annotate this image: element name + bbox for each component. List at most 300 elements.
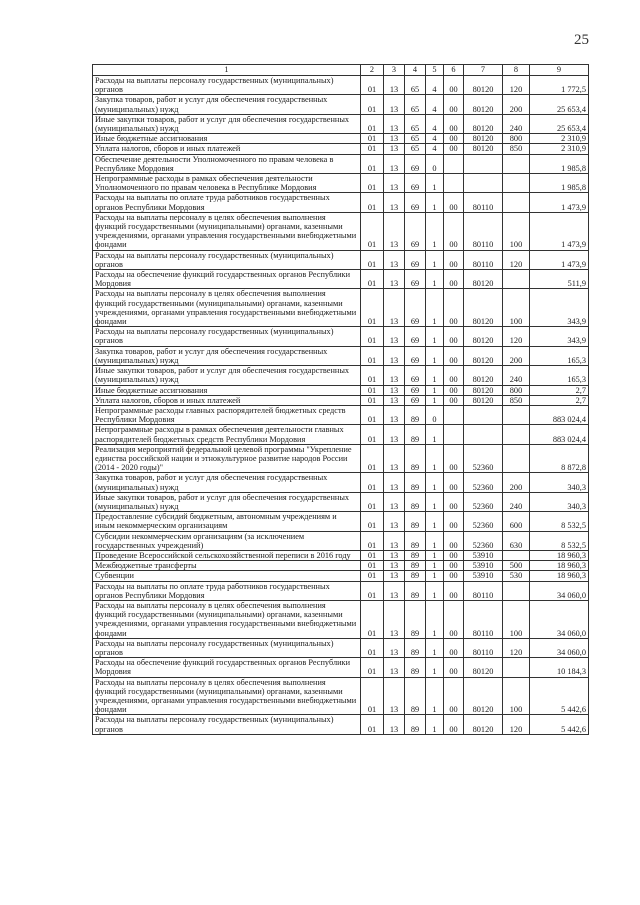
program-code-cell: 89 (405, 425, 426, 444)
expense-name-cell: Расходы на выплаты персоналу в целях обеспечения выполнения функций государственными (муниципальными) органами, казенными учреждениями, органами управления государственными внебюджетными фондами (93, 600, 361, 638)
amount-cell: 10 184,3 (530, 658, 589, 677)
subsection-code-cell: 13 (384, 174, 405, 193)
subsection-code-cell: 13 (384, 346, 405, 365)
subprogram-code-cell: 1 (426, 581, 444, 600)
table-header-row (93, 65, 589, 76)
target-item-cell: 80120 (464, 95, 503, 114)
expense-name-cell: Расходы на выплаты персоналу в целях обеспечения выполнения функций государственными (муниципальными) органами, казенными учреждениями, органами управления государственными внебюджетными фондами (93, 677, 361, 715)
expense-type-cell: 500 (503, 561, 530, 571)
target-item-cell: 80110 (464, 250, 503, 269)
subsection-code-cell: 13 (384, 561, 405, 571)
amount-cell: 34 060,0 (530, 638, 589, 657)
direction-code-cell (444, 174, 464, 193)
section-code-cell: 01 (361, 638, 384, 657)
target-item-cell: 80120 (464, 114, 503, 133)
expense-name-cell: Иные закупки товаров, работ и услуг для обеспечения государственных (муниципальных) нужд (93, 492, 361, 511)
expense-name-cell: Непрограммные расходы в рамках обеспечения деятельности главных распорядителей бюджетных средств Республики Мордовия (93, 425, 361, 444)
program-code-cell: 69 (405, 270, 426, 289)
direction-code-cell: 00 (444, 346, 464, 365)
program-code-cell: 65 (405, 114, 426, 133)
expense-type-cell: 850 (503, 144, 530, 154)
subprogram-code-cell: 1 (426, 715, 444, 734)
section-code-cell: 01 (361, 571, 384, 581)
program-code-cell: 89 (405, 512, 426, 531)
expense-name-cell: Закупка товаров, работ и услуг для обеспечения государственных (муниципальных) нужд (93, 473, 361, 492)
header-cell: 5 (426, 65, 444, 76)
table-row (93, 531, 589, 550)
subprogram-code-cell: 0 (426, 405, 444, 424)
direction-code-cell: 00 (444, 395, 464, 405)
subprogram-code-cell: 1 (426, 444, 444, 473)
subprogram-code-cell: 1 (426, 658, 444, 677)
program-code-cell: 89 (405, 444, 426, 473)
table-row (93, 600, 589, 638)
subsection-code-cell: 13 (384, 134, 405, 144)
program-code-cell: 69 (405, 174, 426, 193)
expense-type-cell: 200 (503, 346, 530, 365)
expense-type-cell: 240 (503, 114, 530, 133)
target-item-cell: 80110 (464, 212, 503, 250)
section-code-cell: 01 (361, 144, 384, 154)
section-code-cell: 01 (361, 715, 384, 734)
expense-name-cell: Расходы на выплаты персоналу государственных (муниципальных) органов (93, 638, 361, 657)
direction-code-cell: 00 (444, 561, 464, 571)
program-code-cell: 69 (405, 327, 426, 346)
subsection-code-cell: 13 (384, 95, 405, 114)
header-cell: 9 (530, 65, 589, 76)
section-code-cell: 01 (361, 600, 384, 638)
target-item-cell: 80110 (464, 600, 503, 638)
section-code-cell: 01 (361, 134, 384, 144)
target-item-cell: 80120 (464, 289, 503, 327)
subsection-code-cell: 13 (384, 425, 405, 444)
section-code-cell: 01 (361, 212, 384, 250)
subsection-code-cell: 13 (384, 327, 405, 346)
section-code-cell: 01 (361, 512, 384, 531)
expense-name-cell: Обеспечение деятельности Уполномоченного по правам человека в Республике Мордовия (93, 154, 361, 173)
expense-type-cell: 120 (503, 715, 530, 734)
section-code-cell: 01 (361, 581, 384, 600)
expense-name-cell: Расходы на обеспечение функций государственных органов Республики Мордовия (93, 658, 361, 677)
table-row (93, 270, 589, 289)
direction-code-cell: 00 (444, 512, 464, 531)
target-item-cell: 80120 (464, 270, 503, 289)
header-cell: 3 (384, 65, 405, 76)
direction-code-cell: 00 (444, 385, 464, 395)
subprogram-code-cell: 1 (426, 193, 444, 212)
program-code-cell: 69 (405, 250, 426, 269)
expense-type-cell: 800 (503, 134, 530, 144)
table-row (93, 581, 589, 600)
section-code-cell: 01 (361, 550, 384, 560)
amount-cell: 883 024,4 (530, 405, 589, 424)
header-cell: 7 (464, 65, 503, 76)
expense-type-cell: 100 (503, 600, 530, 638)
expense-name-cell: Уплата налогов, сборов и иных платежей (93, 395, 361, 405)
table-row (93, 561, 589, 571)
target-item-cell: 52360 (464, 531, 503, 550)
subsection-code-cell: 13 (384, 395, 405, 405)
program-code-cell: 89 (405, 658, 426, 677)
subsection-code-cell: 13 (384, 658, 405, 677)
subprogram-code-cell: 1 (426, 531, 444, 550)
subsection-code-cell: 13 (384, 193, 405, 212)
expense-name-cell: Иные закупки товаров, работ и услуг для обеспечения государственных (муниципальных) нужд (93, 114, 361, 133)
target-item-cell: 80110 (464, 581, 503, 600)
subprogram-code-cell: 1 (426, 550, 444, 560)
amount-cell: 8 532,5 (530, 531, 589, 550)
direction-code-cell: 00 (444, 95, 464, 114)
section-code-cell: 01 (361, 114, 384, 133)
expense-name-cell: Субсидии некоммерческим организациям (за исключением государственных учреждений) (93, 531, 361, 550)
section-code-cell: 01 (361, 492, 384, 511)
program-code-cell: 89 (405, 561, 426, 571)
direction-code-cell: 00 (444, 638, 464, 657)
table-row (93, 677, 589, 715)
target-item-cell: 80120 (464, 144, 503, 154)
program-code-cell: 65 (405, 144, 426, 154)
direction-code-cell: 00 (444, 134, 464, 144)
subsection-code-cell: 13 (384, 385, 405, 395)
subsection-code-cell: 13 (384, 677, 405, 715)
amount-cell: 1 772,5 (530, 76, 589, 95)
direction-code-cell: 00 (444, 550, 464, 560)
expense-name-cell: Расходы на выплаты по оплате труда работников государственных органов Республики Мордовия (93, 193, 361, 212)
expense-type-cell: 240 (503, 492, 530, 511)
table-row (93, 144, 589, 154)
expense-name-cell: Межбюджетные трансферты (93, 561, 361, 571)
expense-name-cell: Иные бюджетные ассигнования (93, 134, 361, 144)
expense-type-cell (503, 444, 530, 473)
subprogram-code-cell: 1 (426, 385, 444, 395)
table-row (93, 715, 589, 734)
subprogram-code-cell: 1 (426, 174, 444, 193)
expense-name-cell: Закупка товаров, работ и услуг для обеспечения государственных (муниципальных) нужд (93, 346, 361, 365)
header-cell: 8 (503, 65, 530, 76)
subprogram-code-cell: 1 (426, 289, 444, 327)
section-code-cell: 01 (361, 405, 384, 424)
amount-cell: 18 960,3 (530, 550, 589, 560)
direction-code-cell: 00 (444, 212, 464, 250)
amount-cell: 165,3 (530, 366, 589, 385)
direction-code-cell: 00 (444, 677, 464, 715)
table-row (93, 512, 589, 531)
header-cell: 2 (361, 65, 384, 76)
program-code-cell: 89 (405, 550, 426, 560)
target-item-cell: 52360 (464, 492, 503, 511)
expense-name-cell: Расходы на выплаты персоналу в целях обеспечения выполнения функций государственными (муниципальными) органами, казенными учреждениями, органами управления государственными внебюджетными фондами (93, 289, 361, 327)
amount-cell: 1 473,9 (530, 193, 589, 212)
target-item-cell: 53910 (464, 571, 503, 581)
program-code-cell: 89 (405, 581, 426, 600)
subsection-code-cell: 13 (384, 715, 405, 734)
section-code-cell: 01 (361, 174, 384, 193)
target-item-cell: 80120 (464, 395, 503, 405)
expense-name-cell: Расходы на выплаты персоналу государственных (муниципальных) органов (93, 715, 361, 734)
section-code-cell: 01 (361, 193, 384, 212)
subsection-code-cell: 13 (384, 638, 405, 657)
expense-type-cell (503, 174, 530, 193)
program-code-cell: 89 (405, 473, 426, 492)
table-row (93, 114, 589, 133)
expense-type-cell: 100 (503, 212, 530, 250)
subprogram-code-cell: 1 (426, 212, 444, 250)
amount-cell: 18 960,3 (530, 571, 589, 581)
program-code-cell: 89 (405, 677, 426, 715)
expense-name-cell: Иные закупки товаров, работ и услуг для обеспечения государственных (муниципальных) нужд (93, 366, 361, 385)
subprogram-code-cell: 1 (426, 512, 444, 531)
page-number: 25 (574, 32, 589, 48)
subsection-code-cell: 13 (384, 571, 405, 581)
section-code-cell: 01 (361, 250, 384, 269)
program-code-cell: 89 (405, 638, 426, 657)
section-code-cell: 01 (361, 95, 384, 114)
amount-cell: 34 060,0 (530, 600, 589, 638)
subprogram-code-cell: 1 (426, 425, 444, 444)
expense-type-cell: 120 (503, 76, 530, 95)
direction-code-cell: 00 (444, 114, 464, 133)
expense-name-cell: Непрограммные расходы главных распорядителей бюджетных средств Республики Мордовия (93, 405, 361, 424)
amount-cell: 8 532,5 (530, 512, 589, 531)
target-item-cell: 80120 (464, 76, 503, 95)
target-item-cell: 80120 (464, 366, 503, 385)
section-code-cell: 01 (361, 385, 384, 395)
subprogram-code-cell: 1 (426, 677, 444, 715)
direction-code-cell (444, 425, 464, 444)
expense-name-cell: Предоставление субсидий бюджетным, автономным учреждениям и иным некоммерческим организациям (93, 512, 361, 531)
amount-cell: 1 985,8 (530, 174, 589, 193)
expense-type-cell (503, 270, 530, 289)
section-code-cell: 01 (361, 677, 384, 715)
expense-type-cell: 120 (503, 327, 530, 346)
amount-cell: 165,3 (530, 346, 589, 365)
table-row (93, 346, 589, 365)
section-code-cell: 01 (361, 473, 384, 492)
direction-code-cell: 00 (444, 270, 464, 289)
table-row (93, 385, 589, 395)
amount-cell: 340,3 (530, 492, 589, 511)
program-code-cell: 65 (405, 95, 426, 114)
target-item-cell: 80120 (464, 346, 503, 365)
section-code-cell: 01 (361, 531, 384, 550)
amount-cell: 8 872,8 (530, 444, 589, 473)
program-code-cell: 69 (405, 289, 426, 327)
target-item-cell: 53910 (464, 550, 503, 560)
direction-code-cell (444, 154, 464, 173)
table-row (93, 327, 589, 346)
subprogram-code-cell: 1 (426, 492, 444, 511)
budget-table (92, 64, 589, 735)
target-item-cell (464, 154, 503, 173)
expense-type-cell (503, 550, 530, 560)
table-row (93, 134, 589, 144)
amount-cell: 2,7 (530, 395, 589, 405)
subprogram-code-cell: 0 (426, 154, 444, 173)
subsection-code-cell: 13 (384, 212, 405, 250)
subsection-code-cell: 13 (384, 512, 405, 531)
table-row (93, 473, 589, 492)
program-code-cell: 89 (405, 715, 426, 734)
subprogram-code-cell: 1 (426, 250, 444, 269)
subprogram-code-cell: 1 (426, 600, 444, 638)
expense-type-cell: 200 (503, 95, 530, 114)
subsection-code-cell: 13 (384, 492, 405, 511)
expense-name-cell: Расходы на выплаты по оплате труда работников государственных органов Республики Мордовия (93, 581, 361, 600)
expense-name-cell: Расходы на обеспечение функций государственных органов Республики Мордовия (93, 270, 361, 289)
subprogram-code-cell: 1 (426, 327, 444, 346)
program-code-cell: 69 (405, 154, 426, 173)
subsection-code-cell: 13 (384, 76, 405, 95)
program-code-cell: 69 (405, 346, 426, 365)
table-row (93, 425, 589, 444)
section-code-cell: 01 (361, 366, 384, 385)
expense-type-cell: 120 (503, 638, 530, 657)
table-row (93, 95, 589, 114)
expense-name-cell: Реализация мероприятий федеральной целевой программы "Укрепление единства российской нации и этнокультурное развитие народов России (2014 - 2020 годы)" (93, 444, 361, 473)
table-row (93, 154, 589, 173)
expense-name-cell: Непрограммные расходы в рамках обеспечения деятельности Уполномоченного по правам человека в Республике Мордовия (93, 174, 361, 193)
expense-type-cell (503, 425, 530, 444)
program-code-cell: 69 (405, 193, 426, 212)
program-code-cell: 89 (405, 600, 426, 638)
direction-code-cell: 00 (444, 473, 464, 492)
section-code-cell: 01 (361, 76, 384, 95)
subprogram-code-cell: 1 (426, 561, 444, 571)
table-row (93, 571, 589, 581)
target-item-cell: 52360 (464, 444, 503, 473)
table-row (93, 405, 589, 424)
table-row (93, 212, 589, 250)
program-code-cell: 89 (405, 531, 426, 550)
direction-code-cell: 00 (444, 492, 464, 511)
direction-code-cell: 00 (444, 715, 464, 734)
subprogram-code-cell: 1 (426, 270, 444, 289)
subsection-code-cell: 13 (384, 144, 405, 154)
header-cell: 6 (444, 65, 464, 76)
amount-cell: 340,3 (530, 473, 589, 492)
amount-cell: 1 985,8 (530, 154, 589, 173)
expense-type-cell: 800 (503, 385, 530, 395)
subsection-code-cell: 13 (384, 154, 405, 173)
target-item-cell (464, 174, 503, 193)
table-row (93, 444, 589, 473)
direction-code-cell: 00 (444, 289, 464, 327)
target-item-cell (464, 425, 503, 444)
expense-type-cell (503, 154, 530, 173)
amount-cell: 343,9 (530, 327, 589, 346)
direction-code-cell: 00 (444, 193, 464, 212)
expense-name-cell: Уплата налогов, сборов и иных платежей (93, 144, 361, 154)
subprogram-code-cell: 1 (426, 366, 444, 385)
direction-code-cell: 00 (444, 366, 464, 385)
program-code-cell: 65 (405, 76, 426, 95)
direction-code-cell: 00 (444, 327, 464, 346)
subprogram-code-cell: 4 (426, 76, 444, 95)
amount-cell: 34 060,0 (530, 581, 589, 600)
expense-type-cell (503, 193, 530, 212)
target-item-cell: 80120 (464, 134, 503, 144)
program-code-cell: 69 (405, 366, 426, 385)
subprogram-code-cell: 1 (426, 638, 444, 657)
expense-name-cell: Расходы на выплаты персоналу государственных (муниципальных) органов (93, 76, 361, 95)
amount-cell: 2 310,9 (530, 144, 589, 154)
direction-code-cell: 00 (444, 571, 464, 581)
expense-type-cell: 240 (503, 366, 530, 385)
subprogram-code-cell: 4 (426, 95, 444, 114)
target-item-cell: 80120 (464, 385, 503, 395)
expense-type-cell (503, 405, 530, 424)
section-code-cell: 01 (361, 327, 384, 346)
direction-code-cell: 00 (444, 444, 464, 473)
subprogram-code-cell: 1 (426, 346, 444, 365)
expense-name-cell: Иные бюджетные ассигнования (93, 385, 361, 395)
table-row (93, 76, 589, 95)
table-row (93, 193, 589, 212)
expense-type-cell: 120 (503, 250, 530, 269)
subsection-code-cell: 13 (384, 366, 405, 385)
subprogram-code-cell: 1 (426, 395, 444, 405)
subsection-code-cell: 13 (384, 250, 405, 269)
target-item-cell: 52360 (464, 473, 503, 492)
subsection-code-cell: 13 (384, 531, 405, 550)
table-row (93, 174, 589, 193)
section-code-cell: 01 (361, 270, 384, 289)
table-row (93, 395, 589, 405)
subsection-code-cell: 13 (384, 581, 405, 600)
program-code-cell: 65 (405, 134, 426, 144)
subprogram-code-cell: 4 (426, 114, 444, 133)
expense-type-cell: 100 (503, 289, 530, 327)
target-item-cell: 53910 (464, 561, 503, 571)
direction-code-cell: 00 (444, 531, 464, 550)
direction-code-cell: 00 (444, 76, 464, 95)
amount-cell: 5 442,6 (530, 677, 589, 715)
expense-type-cell: 600 (503, 512, 530, 531)
section-code-cell: 01 (361, 658, 384, 677)
subsection-code-cell: 13 (384, 405, 405, 424)
target-item-cell: 80120 (464, 677, 503, 715)
direction-code-cell: 00 (444, 581, 464, 600)
table-row (93, 492, 589, 511)
amount-cell: 18 960,3 (530, 561, 589, 571)
table-row (93, 250, 589, 269)
target-item-cell: 80120 (464, 327, 503, 346)
expense-type-cell: 630 (503, 531, 530, 550)
section-code-cell: 01 (361, 289, 384, 327)
amount-cell: 25 653,4 (530, 114, 589, 133)
amount-cell: 343,9 (530, 289, 589, 327)
expense-name-cell: Субвенции (93, 571, 361, 581)
expense-type-cell: 850 (503, 395, 530, 405)
amount-cell: 5 442,6 (530, 715, 589, 734)
amount-cell: 2,7 (530, 385, 589, 395)
amount-cell: 1 473,9 (530, 212, 589, 250)
amount-cell: 25 653,4 (530, 95, 589, 114)
header-cell: 4 (405, 65, 426, 76)
target-item-cell: 80120 (464, 715, 503, 734)
program-code-cell: 69 (405, 212, 426, 250)
subsection-code-cell: 13 (384, 550, 405, 560)
subprogram-code-cell: 1 (426, 571, 444, 581)
section-code-cell: 01 (361, 154, 384, 173)
amount-cell: 883 024,4 (530, 425, 589, 444)
table-row (93, 366, 589, 385)
target-item-cell: 80120 (464, 658, 503, 677)
target-item-cell: 52360 (464, 512, 503, 531)
target-item-cell (464, 405, 503, 424)
program-code-cell: 89 (405, 405, 426, 424)
amount-cell: 511,9 (530, 270, 589, 289)
